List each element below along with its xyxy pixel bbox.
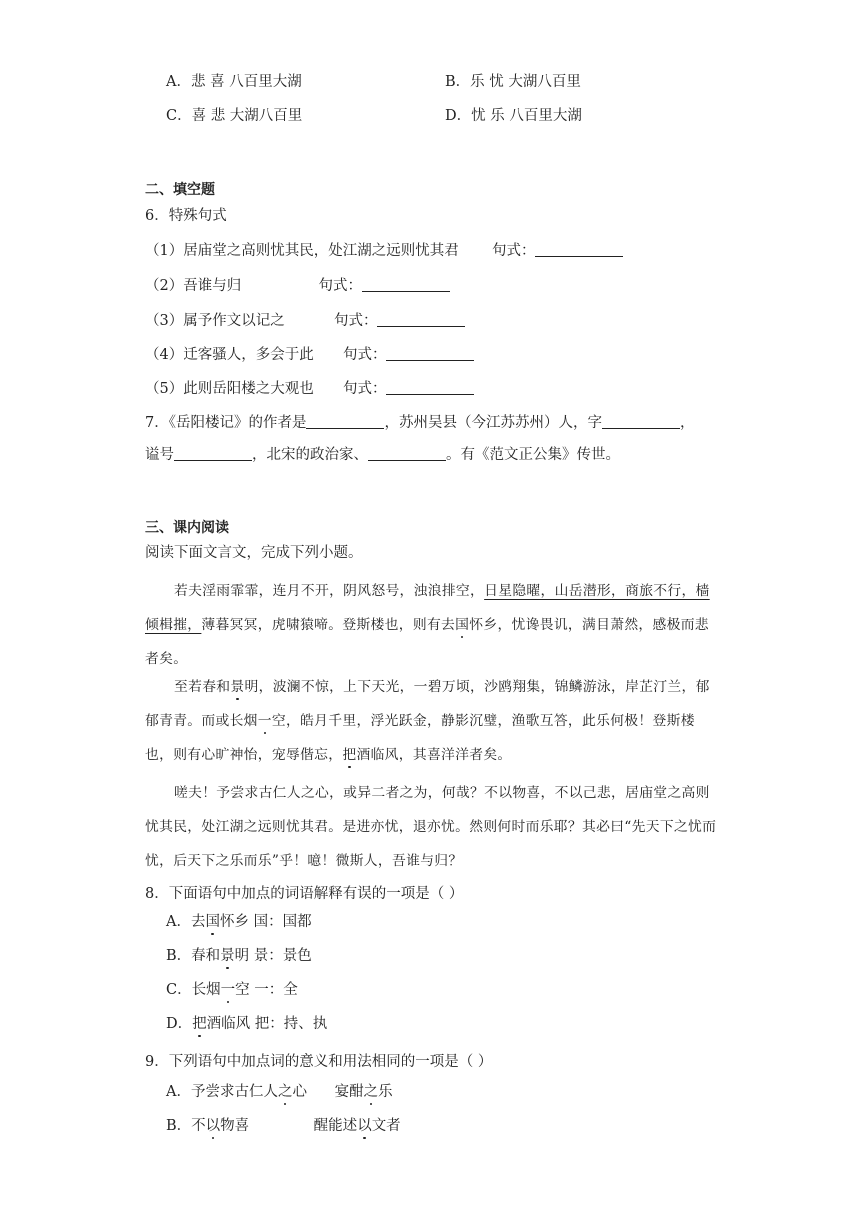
dotted-character: 把 <box>342 747 357 763</box>
answer-blank[interactable] <box>377 312 465 327</box>
q6-item-3-text: （3）属予作文以记之 <box>145 313 285 329</box>
q6-item-1 <box>145 241 623 261</box>
option-text: 空 一：全 <box>235 982 298 998</box>
q6-item-5 <box>145 379 474 399</box>
dotted-character: 一 <box>257 713 272 729</box>
q5-option-a: A．悲 喜 八百里大湖 <box>166 74 302 90</box>
dotted-character: 把 <box>192 1016 207 1032</box>
q5-option-d: D．忧 乐 八百里大湖 <box>445 108 582 124</box>
dotted-character: 之 <box>363 1084 379 1100</box>
q6-item-2 <box>145 276 450 296</box>
q9-option-a <box>166 1082 393 1102</box>
answer-blank[interactable] <box>386 346 474 361</box>
option-text: 文者 <box>371 1118 401 1134</box>
passage-text: 空，皓月千里，浮光跃金，静影沉璧，渔歌互答，此乐何极！登斯楼也，则有心旷神怡，宠辱偕忘， <box>145 713 695 763</box>
q6-item-3-label: 句式： <box>333 313 378 329</box>
q6-item-1-text: （1）居庙堂之高则忧其民，处江湖之远则忧其君 <box>145 243 459 259</box>
passage-paragraph-2 <box>145 670 720 772</box>
q6-item-2-label: 句式： <box>318 278 362 294</box>
option-text: 物喜 醒能述 <box>220 1118 358 1134</box>
q8-option-b <box>166 946 312 966</box>
q7-line-1 <box>145 413 694 433</box>
q7-text-f: 。有《范文正公集》传世。 <box>446 447 620 463</box>
q8-option-d <box>166 1014 327 1034</box>
q7-text-c: ， <box>679 415 695 431</box>
passage-text: 若夫淫雨霏霏，连月不开，阴风怒号，浊浪排空， <box>174 583 485 599</box>
q6-item-4-text: （4）迁客骚人，多会于此 <box>145 347 314 363</box>
dotted-character: 以 <box>205 1118 221 1134</box>
passage-paragraph-1 <box>145 574 720 676</box>
answer-blank[interactable] <box>602 414 680 429</box>
answer-blank[interactable] <box>368 446 446 461</box>
section-2-heading: 二、填空题 <box>145 182 215 198</box>
section-3-heading: 三、课内阅读 <box>145 520 229 536</box>
option-text: B．不 <box>166 1118 206 1134</box>
answer-blank[interactable] <box>535 242 623 257</box>
q6-item-4 <box>145 345 474 365</box>
q7-line-2 <box>145 445 620 465</box>
q6-item-5-label: 句式： <box>342 381 387 397</box>
answer-blank[interactable] <box>174 446 252 461</box>
passage-text: 怀乡，忧谗畏讥，满目萧然，感极而悲者矣。 <box>145 617 709 667</box>
answer-blank[interactable] <box>306 414 384 429</box>
option-text: C．长烟 <box>166 982 221 998</box>
option-text: 酒临风 把：持、执 <box>206 1016 328 1032</box>
option-text: 明 景：景色 <box>234 948 312 964</box>
passage-text: 至若春和 <box>174 679 231 695</box>
q9-title: 9．下列语句中加点词的意义和用法相同的一项是（ ） <box>145 1054 493 1070</box>
option-text: 心 宴酣 <box>292 1084 364 1100</box>
passage-text: 酒临风，其喜洋洋者矣。 <box>356 747 512 763</box>
passage-paragraph-3: 嗟夫！予尝求古仁人之心，或异二者之为，何哉？不以物喜，不以己悲，居庙堂之高则忧其民，处江湖之远则忧其君。是进亦忧，退亦忧。然则何时而乐耶？其必曰“先天下之忧而忧，后天下之乐而乐”乎！噫！微斯人，吾谁与归？ <box>145 785 717 869</box>
q7-text-e: ，北宋的政治家、 <box>252 447 368 463</box>
q6-item-5-text: （5）此则岳阳楼之大观也 <box>145 381 314 397</box>
q6-item-2-text: （2）吾谁与归 <box>145 278 242 294</box>
q7-text-b: ，苏州吴县（今江苏苏州）人，字 <box>384 415 602 431</box>
dotted-character: 景 <box>230 679 245 695</box>
dotted-character: 国 <box>205 914 220 930</box>
option-text: D． <box>166 1016 193 1032</box>
dotted-character: 景 <box>220 948 235 964</box>
q7-text-d: 谥号 <box>145 447 174 463</box>
q6-item-3 <box>145 311 465 331</box>
dotted-character: 国 <box>455 617 470 633</box>
underlined-sentence: 日星隐曜，山岳潜形，商旅不行，樯倾楫摧， <box>145 583 710 633</box>
option-text: A．去 <box>166 914 206 930</box>
dotted-character: 一 <box>220 982 236 998</box>
dotted-character: 以 <box>357 1118 372 1134</box>
passage-text: 明，波澜不惊，上下天光，一碧万顷，沙鸥翔集，锦鳞游泳，岸芷汀兰，郁郁青青。而或长烟 <box>145 679 710 729</box>
passage-text: 薄暮冥冥，虎啸猿啼。登斯楼也，则有去 <box>201 617 456 633</box>
q9-option-b <box>166 1116 401 1136</box>
answer-blank[interactable] <box>362 277 450 292</box>
q8-title: 8．下面语句中加点的词语解释有误的一项是（ ） <box>145 886 464 902</box>
q5-option-b: B．乐 忧 大湖八百里 <box>445 74 581 90</box>
q6-item-1-label: 句式： <box>491 243 536 259</box>
q6-title: 6．特殊句式 <box>145 208 227 224</box>
q6-item-4-label: 句式： <box>342 347 387 363</box>
q5-option-c: C．喜 悲 大湖八百里 <box>166 108 303 124</box>
option-text: 乐 <box>378 1084 393 1100</box>
q8-option-a <box>166 912 312 932</box>
reading-instructions: 阅读下面文言文，完成下列小题。 <box>145 545 363 561</box>
q7-text-a: 7．《岳阳楼记》的作者是 <box>145 415 307 431</box>
q8-option-c <box>166 980 298 1000</box>
option-text: 怀乡 国：国都 <box>219 914 312 930</box>
option-text: A．予尝求古仁人 <box>166 1084 278 1100</box>
dotted-character: 之 <box>277 1084 293 1100</box>
option-text: B．春和 <box>166 948 221 964</box>
answer-blank[interactable] <box>386 380 474 395</box>
